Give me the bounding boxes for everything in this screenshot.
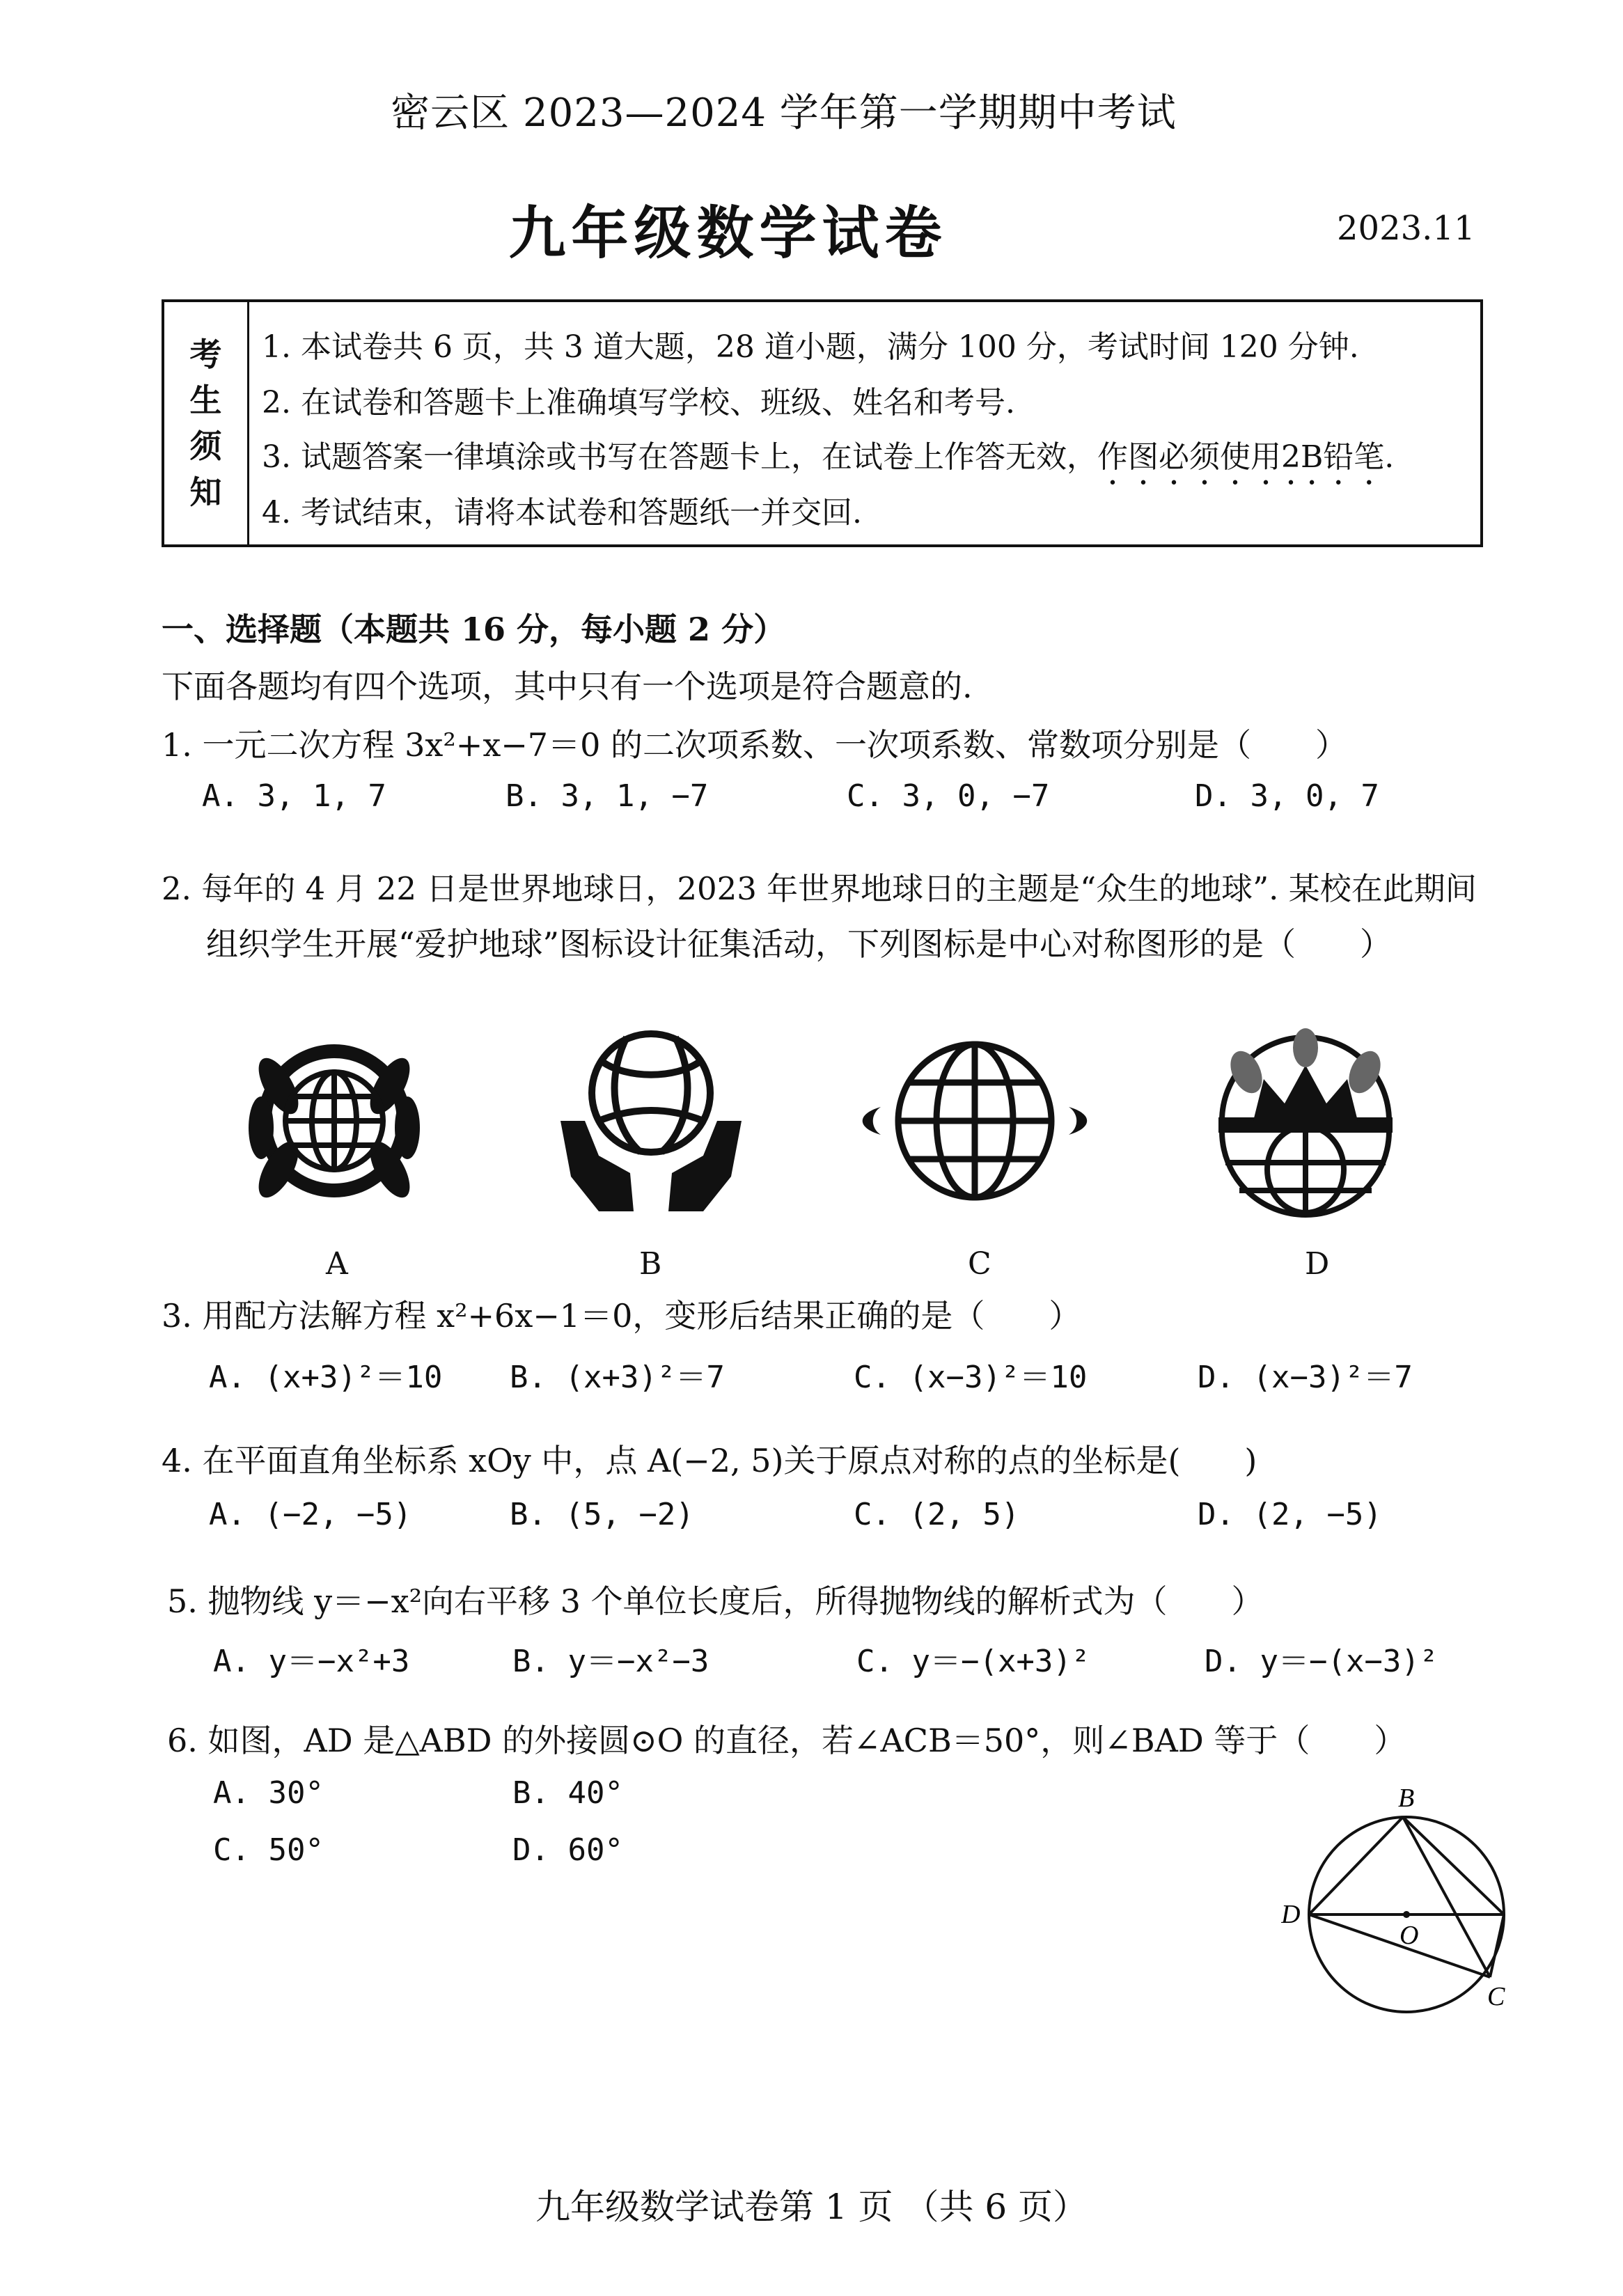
globe-hands-icon	[550, 1023, 752, 1218]
question-1-stem: 1. 一元二次方程 3x²+x−7＝0 的二次项系数、一次项系数、常数项分别是（ ）	[162, 726, 1347, 764]
exam-title: 密云区 2023—2024 学年第一学期期中考试	[391, 91, 1177, 136]
notice-item: 4. 考试结束，请将本试卷和答题纸一并交回.	[262, 495, 862, 530]
q5-option-c: C. y＝−(x+3)²	[856, 1644, 1090, 1679]
question-4-stem: 4. 在平面直角坐标系 xOy 中，点 A(−2, 5)关于原点对称的点的坐标是( )	[162, 1442, 1257, 1479]
q4-option-b: B. (5, −2)	[510, 1497, 694, 1532]
q5-option-a: A. y＝−x²+3	[213, 1644, 410, 1679]
notice-label-char: 须	[189, 427, 222, 465]
icon-label-b: B	[639, 1246, 662, 1282]
section-instruction: 下面各题均有四个选项，其中只有一个选项是符合题意的.	[162, 668, 973, 705]
notice-emphasis: 作图必须使用2B铅笔.	[1097, 439, 1395, 475]
chord-bx	[1403, 1817, 1504, 1914]
chord-bc	[1403, 1817, 1490, 1977]
q3-option-c: C. (x−3)²＝10	[854, 1360, 1088, 1395]
q1-option-c: C. 3, 0, −7	[847, 778, 1050, 814]
q3-option-d: D. (x−3)²＝7	[1198, 1360, 1413, 1395]
notice-item: 1. 本试卷共 6 页，共 3 道大题，28 道小题，满分 100 分，考试时间 120 分钟.	[262, 329, 1359, 365]
question-2-stem: 2. 每年的 4 月 22 日是世界地球日，2023 年世界地球日的主题是“众生的地球”. 某校在此期间	[162, 870, 1477, 907]
q6-option-a: A. 30°	[213, 1775, 324, 1811]
label-b: B	[1398, 1784, 1415, 1813]
q1-option-a: A. 3, 1, 7	[202, 778, 386, 814]
notice-label-char: 考	[189, 336, 222, 373]
notice-label	[164, 302, 249, 544]
notice-item: 2. 在试卷和答题卡上准确填写学校、班级、姓名和考号.	[262, 385, 1015, 420]
icon-label-d: D	[1305, 1246, 1330, 1282]
section-heading: 一、选择题（本题共 16 分，每小题 2 分）	[162, 611, 786, 648]
exam-date: 2023.11	[1337, 209, 1475, 248]
q4-option-a: A. (−2, −5)	[209, 1497, 412, 1532]
question-5-stem: 5. 抛物线 y＝−x²向右平移 3 个单位长度后，所得抛物线的解析式为（ ）	[167, 1582, 1264, 1620]
paper-title: 九年级数学试卷	[508, 200, 948, 267]
label-d: D	[1281, 1900, 1301, 1929]
q5-option-b: B. y＝−x²−3	[512, 1644, 709, 1679]
q1-option-b: B. 3, 1, −7	[505, 778, 709, 814]
q4-option-d: D. (2, −5)	[1198, 1497, 1382, 1532]
page-footer: 九年级数学试卷第 1 页 （共 6 页）	[535, 2187, 1088, 2227]
globe-laurel-icon	[230, 1023, 439, 1218]
q6-option-c: C. 50°	[213, 1832, 324, 1868]
notice-item-text: 3. 试题答案一律填涂或书写在答题卡上，在试卷上作答无效，	[262, 439, 1097, 475]
question-6-stem: 6. 如图，AD 是△ABD 的外接圆⊙O 的直径，若∠ACB＝50°，则∠BAD 等于（ ）	[167, 1722, 1406, 1759]
q3-option-b: B. (x+3)²＝7	[510, 1360, 725, 1395]
notice-label-char: 知	[189, 473, 222, 511]
q4-option-c: C. (2, 5)	[854, 1497, 1020, 1532]
q5-option-d: D. y＝−(x−3)²	[1205, 1644, 1438, 1679]
circle-figure	[1281, 1768, 1511, 2026]
q1-option-d: D. 3, 0, 7	[1195, 778, 1379, 814]
q3-option-a: A. (x+3)²＝10	[209, 1360, 443, 1395]
label-c: C	[1487, 1982, 1505, 2011]
globe-crown-icon	[1205, 1023, 1406, 1218]
notice-box	[162, 299, 1483, 547]
globe-orbit-icon	[842, 1023, 1107, 1218]
q6-option-d: D. 60°	[512, 1832, 623, 1868]
icon-label-a: A	[326, 1246, 348, 1282]
question-3-stem: 3. 用配方法解方程 x²+6x−1＝0，变形后结果正确的是（ ）	[162, 1297, 1081, 1335]
q6-option-b: B. 40°	[512, 1775, 623, 1811]
label-o: O	[1399, 1921, 1419, 1950]
chord-xc	[1490, 1914, 1504, 1977]
notice-item	[262, 432, 1394, 492]
notice-label-char: 生	[189, 382, 222, 419]
question-2-stem-line2: 组织学生开展“爱护地球”图标设计征集活动，下列图标是中心对称图形的是（ ）	[206, 925, 1393, 963]
center-point	[1403, 1911, 1410, 1918]
icon-label-c: C	[968, 1246, 991, 1282]
